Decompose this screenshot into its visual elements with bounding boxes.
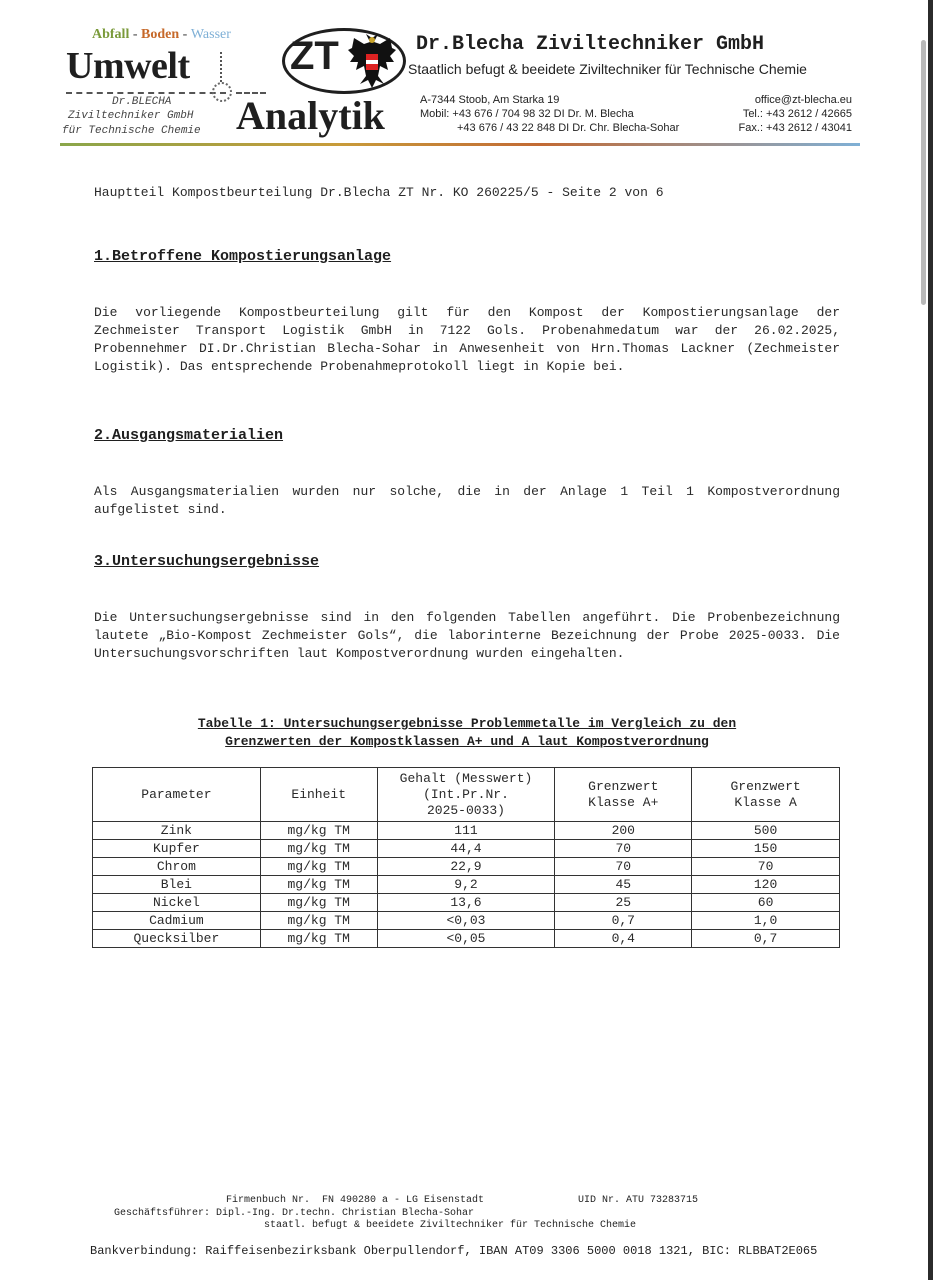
logo-small-field: für Technische Chemie (62, 125, 201, 137)
footer-uid: UID Nr. ATU 73283715 (578, 1195, 699, 1206)
cell-limit-a: 500 (692, 822, 840, 840)
cell-value: 111 (377, 822, 555, 840)
cell-parameter: Kupfer (93, 840, 261, 858)
austrian-eagle-icon (346, 32, 398, 90)
header-value-line-2: (Int.Pr.Nr. (423, 786, 509, 802)
cell-limit-a: 120 (692, 876, 840, 894)
cell-parameter: Zink (93, 822, 261, 840)
cell-limit-aplus: 25 (555, 894, 692, 912)
address-line: A-7344 Stoob, Am Starka 19 (420, 94, 560, 106)
cell-unit: mg/kg TM (260, 876, 377, 894)
cell-limit-aplus: 0,4 (555, 930, 692, 948)
company-address (420, 93, 679, 135)
header-limit-a (692, 768, 840, 822)
table-caption-line-2: Grenzwerten der Kompostklassen A+ und A laut Kompostverordnung (225, 734, 709, 749)
cell-limit-aplus: 70 (555, 840, 692, 858)
cell-limit-aplus: 200 (555, 822, 692, 840)
cell-limit-a: 60 (692, 894, 840, 912)
table-row (93, 876, 840, 894)
footer-bank-details: Bankverbindung: Raiffeisenbezirksbank Oberpullendorf, IBAN AT09 3306 5000 0018 1321, BIC: RLBBAT2E065 (90, 1244, 818, 1258)
footer-managing-director: Geschäftsführer: Dipl.-Ing. Dr.techn. Christian Blecha-Sohar (114, 1208, 475, 1219)
cell-value: 9,2 (377, 876, 555, 894)
cell-limit-a: 70 (692, 858, 840, 876)
tagline-separator: - (179, 27, 191, 42)
header-unit: Einheit (260, 768, 377, 822)
cell-limit-aplus: 70 (555, 858, 692, 876)
cell-unit: mg/kg TM (260, 930, 377, 948)
header-value-line-3: 2025-0033) (426, 802, 505, 818)
cell-unit: mg/kg TM (260, 822, 377, 840)
header-limit-a-line-2: Klasse A (734, 794, 797, 810)
section-1-text: Die vorliegende Kompostbeurteilung gilt für den Kompost der Kompostierungsanlage der Zechmeister Transport Logistik GmbH in 7122 Gols. Probenahmedatum war der 26.02.2025, Probennehmer DI.Dr.Christian Blecha-Sohar in Anwesenheit von Hrn.Thomas Lackner (Zechmeister Logistik). Das entsprechende Probenahmeprotokoll liegt in Kopie bei. (94, 305, 840, 374)
logo-divider (220, 52, 224, 82)
tagline-separator: - (129, 27, 142, 42)
table-row (93, 840, 840, 858)
company-subtitle: Staatlich befugt & beeidete Ziviltechniker für Technische Chemie (408, 61, 807, 77)
logo-small-company: Ziviltechniker GmbH (68, 110, 194, 122)
mobile-line-1: Mobil: +43 676 / 704 98 32 DI Dr. M. Blecha (420, 108, 634, 120)
page-header: Hauptteil Kompostbeurteilung Dr.Blecha ZT Nr. KO 260225/5 - Seite 2 von 6 (94, 185, 664, 200)
cell-limit-aplus: 0,7 (555, 912, 692, 930)
section-2-title: 2.Ausgangsmaterialien (94, 427, 284, 444)
letterhead-rule (60, 143, 860, 146)
cell-unit: mg/kg TM (260, 912, 377, 930)
logo-tagline (92, 27, 231, 43)
header-value (377, 768, 555, 822)
header-limit-aplus-line-1: Grenzwert (588, 778, 659, 794)
cell-limit-aplus: 45 (555, 876, 692, 894)
email-link[interactable]: office@zt-blecha.eu (754, 94, 852, 106)
logo-word-umwelt: Umwelt (66, 45, 190, 87)
header-value-line-1: Gehalt (Messwert) (399, 770, 533, 786)
section-2-text: Als Ausgangsmaterialien wurden nur solche, die in der Anlage 1 Teil 1 Kompostverordnung aufgelistet sind. (94, 484, 840, 517)
cell-parameter: Quecksilber (93, 930, 261, 948)
cell-parameter: Chrom (93, 858, 261, 876)
cell-value: 44,4 (377, 840, 555, 858)
cell-unit: mg/kg TM (260, 840, 377, 858)
cell-parameter: Cadmium (93, 912, 261, 930)
tel-line: Tel.: +43 2612 / 42665 (742, 108, 852, 120)
tagline-wasser: Wasser (190, 27, 231, 42)
section-3-text: Die Untersuchungsergebnisse sind in den folgenden Tabellen angeführt. Die Probenbezeichnung lautete „Bio-Kompost Zechmeister Gols“, die laborinterne Bezeichnung der Probe 2025-0033. Die Untersuchungsvorschriften laut Kompostverordnung wurden eingehalten. (94, 610, 840, 661)
cell-unit: mg/kg TM (260, 858, 377, 876)
tagline-abfall: Abfall (92, 27, 130, 42)
mobile-line-2: +43 676 / 43 22 848 DI Dr. Chr. Blecha-Sohar (457, 122, 680, 134)
fax-line: Fax.: +43 2612 / 43041 (738, 122, 852, 134)
cell-unit: mg/kg TM (260, 894, 377, 912)
table-row (93, 894, 840, 912)
table-row (93, 930, 840, 948)
header-limit-aplus-line-2: Klasse A+ (588, 794, 659, 810)
footer-firmenbuch: Firmenbuch Nr. FN 490280 a - LG Eisenstadt (226, 1195, 485, 1206)
cell-limit-a: 0,7 (692, 930, 840, 948)
company-name: Dr.Blecha Ziviltechniker GmbH (416, 33, 765, 56)
logo-word-analytik: Analytik (236, 93, 385, 138)
header-parameter: Parameter (93, 768, 261, 822)
table-row (93, 858, 840, 876)
table-caption-line-1: Tabelle 1: Untersuchungsergebnisse Problemmetalle im Vergleich zu den (197, 716, 737, 731)
cell-limit-a: 1,0 (692, 912, 840, 930)
cell-parameter: Blei (93, 876, 261, 894)
results-table (92, 767, 840, 948)
zt-logo-text: ZT (290, 34, 339, 78)
header-limit-aplus (555, 768, 692, 822)
header-limit-a-line-1: Grenzwert (730, 778, 801, 794)
table-header-row (93, 768, 840, 822)
logo-emblem-icon (212, 82, 232, 102)
cell-limit-a: 150 (692, 840, 840, 858)
section-1-title: 1.Betroffene Kompostierungsanlage (94, 248, 392, 265)
footer-qualification: staatl. befugt & beeidete Ziviltechniker für Technische Chemie (264, 1220, 637, 1231)
cell-value: <0,03 (377, 912, 555, 930)
logo-small-name: Dr.BLECHA (112, 96, 172, 108)
cell-parameter: Nickel (93, 894, 261, 912)
cell-value: 22,9 (377, 858, 555, 876)
table-row (93, 822, 840, 840)
scrollbar-thumb[interactable] (921, 40, 926, 305)
tagline-boden: Boden (141, 27, 180, 42)
logo-dashed-line (66, 92, 226, 94)
section-3-title: 3.Untersuchungsergebnisse (94, 553, 320, 570)
table-caption (94, 715, 840, 751)
cell-value: 13,6 (377, 894, 555, 912)
company-contact (712, 93, 852, 135)
table-row (93, 912, 840, 930)
cell-value: <0,05 (377, 930, 555, 948)
